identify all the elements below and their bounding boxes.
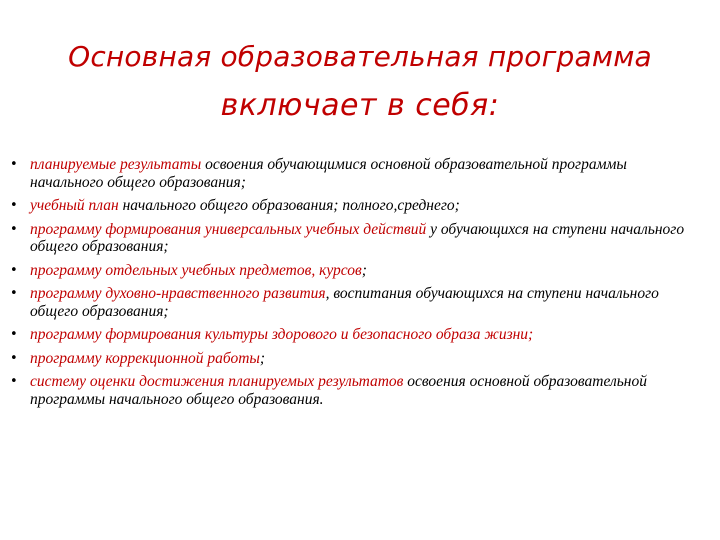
slide-title-line-1: Основная образовательная программа: [68, 40, 652, 73]
bullet-highlight: планируемые результаты: [30, 156, 202, 173]
bullet-highlight: программу коррекционной работы: [30, 349, 260, 367]
bullet-text: освоения обучающимися основной образовательной программы начального общего образования;: [30, 156, 627, 191]
bullet-text: ;: [361, 261, 367, 279]
bullet-highlight: программу духовно-нравственного развития: [30, 285, 326, 302]
bullet-dot-icon: •: [10, 157, 18, 172]
bullet-text: освоения основной образовательной программы начального общего образования.: [30, 373, 647, 408]
bullet-text: ;: [259, 349, 266, 367]
bullet-highlight: программу отдельных учебных предметов, курсов: [30, 261, 362, 279]
bullet-item: [10, 285, 700, 320]
bullet-dot-icon: •: [10, 350, 18, 366]
bullet-highlight: программу формирования культуры здорового и безопасного образа жизни;: [30, 326, 534, 343]
bullet-item: [10, 197, 700, 215]
bullet-text: у обучающихся на ступени начального общего образования;: [30, 220, 685, 255]
bullet-text: начального общего образования; полного,среднего;: [118, 197, 460, 214]
bullet-highlight: учебный план: [30, 197, 119, 214]
bullet-list: [10, 156, 700, 414]
bullet-dot-icon: •: [10, 286, 18, 301]
bullet-text: , воспитания обучающихся на ступени начального общего образования;: [30, 285, 659, 320]
bullet-dot-icon: •: [10, 198, 18, 213]
bullet-item: [10, 221, 700, 256]
bullet-dot-icon: •: [10, 374, 18, 389]
bullet-dot-icon: •: [10, 262, 18, 278]
bullet-item: [10, 326, 700, 344]
bullet-item: [10, 350, 700, 368]
bullet-dot-icon: •: [10, 221, 18, 237]
bullet-item: [10, 156, 700, 191]
slide-title-line-2: включает в себя:: [220, 88, 500, 123]
bullet-highlight: программу формирования универсальных учебных действий: [30, 220, 427, 238]
bullet-dot-icon: •: [10, 327, 18, 342]
bullet-highlight: систему оценки достижения планируемых результатов: [30, 373, 404, 390]
bullet-item: [10, 262, 700, 280]
bullet-item: [10, 373, 700, 408]
